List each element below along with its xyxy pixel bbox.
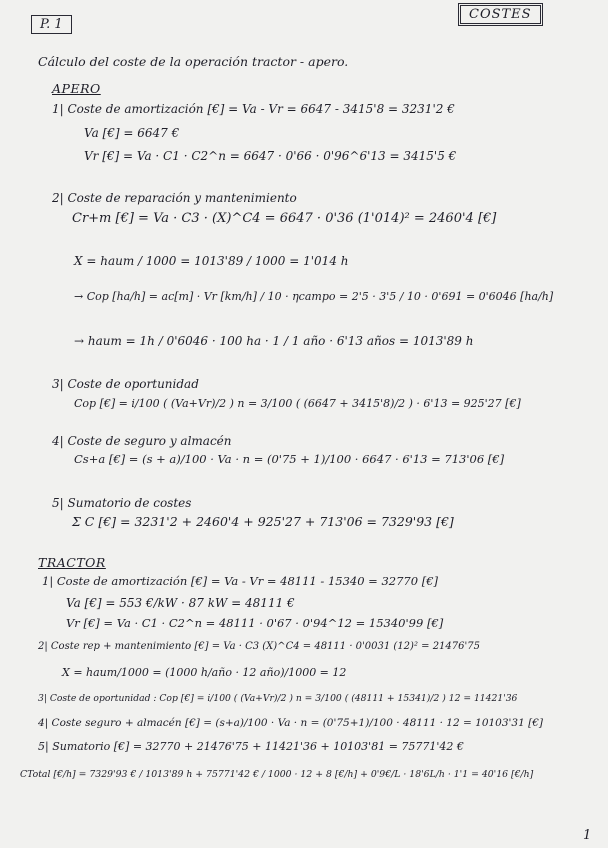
apero-line-3: Vr [€] = Va · C1 · C2^n = 6647 · 0'66 · 0'96^6'13 = 3415'5 € xyxy=(84,149,457,163)
tractor-line-1: 1| Coste de amortización [€] = Va - Vr = 48111 - 15340 = 32770 [€] xyxy=(42,574,439,588)
apero-line-12: Cs+a [€] = (s + a)/100 · Va · n = (0'75 + 1)/100 · 6647 · 6'13 = 713'06 [€] xyxy=(74,452,505,466)
tractor-line-7: 4| Coste seguro + almacén [€] = (s+a)/100 · Va · n = (0'75+1)/100 · 48111 · 12 = 10103'31 [€] xyxy=(38,717,544,729)
page-number: 1 xyxy=(583,828,592,843)
tractor-line-5: X = haum/1000 = (1000 h/año · 12 año)/1000 = 12 xyxy=(62,666,347,679)
tractor-line-2: Va [€] = 553 €/kW · 87 kW = 48111 € xyxy=(66,596,295,610)
apero-line-13: 5| Sumatorio de costes xyxy=(52,496,192,510)
apero-line-4: 2| Coste de reparación y mantenimiento xyxy=(52,191,297,205)
costes-tag-box xyxy=(458,3,543,26)
subtitle: Cálculo del coste de la operación tractor - apero. xyxy=(38,54,349,69)
apero-line-10: Cop [€] = i/100 ( (Va+Vr)/2 ) n = 3/100 ( (6647 + 3415'8)/2 ) · 6'13 = 925'27 [€] xyxy=(74,397,521,410)
tractor-title: TRACTOR xyxy=(38,555,106,570)
apero-title: APERO xyxy=(52,81,101,96)
apero-line-6: X = haum / 1000 = 1013'89 / 1000 = 1'014 h xyxy=(74,254,349,268)
apero-line-8: → haum = 1h / 0'6046 · 100 ha · 1 / 1 año · 6'13 años = 1013'89 h xyxy=(74,334,474,348)
apero-line-9: 3| Coste de oportunidad xyxy=(52,377,199,391)
tractor-line-6: 3| Coste de oportunidad : Cop [€] = i/100 ( (Va+Vr)/2 ) n = 3/100 ( (48111 + 15341)/2 ) 12 = 11421'36 xyxy=(38,693,518,704)
page-label: P. 1 xyxy=(40,17,63,32)
tractor-line-9: CTotal [€/h] = 7329'93 € / 1013'89 h + 75771'42 € / 1000 · 12 + 8 [€/h] + 0'9€/L · 18'6L/h · 1'1 = 40'16 [€/h] xyxy=(20,769,534,780)
tractor-line-3: Vr [€] = Va · C1 · C2^n = 48111 · 0'67 · 0'94^12 = 15340'99 [€] xyxy=(66,616,444,630)
apero-line-11: 4| Coste de seguro y almacén xyxy=(52,434,232,448)
tractor-line-8: 5| Sumatorio [€] = 32770 + 21476'75 + 11421'36 + 10103'81 = 75771'42 € xyxy=(38,740,464,753)
page-label-box xyxy=(31,15,72,34)
apero-line-14: Σ C [€] = 3231'2 + 2460'4 + 925'27 + 713'06 = 7329'93 [€] xyxy=(72,514,454,529)
apero-line-2: Va [€] = 6647 € xyxy=(84,126,180,140)
tractor-line-4: 2| Coste rep + mantenimiento [€] = Va · C3 (X)^C4 = 48111 · 0'0031 (12)² = 21476'75 xyxy=(38,641,480,652)
apero-line-7: → Cop [ha/h] = ac[m] · Vr [km/h] / 10 · ηcampo = 2'5 · 3'5 / 10 · 0'691 = 0'6046 [ha/h] xyxy=(74,290,554,303)
apero-line-5: Cr+m [€] = Va · C3 · (X)^C4 = 6647 · 0'36 (1'014)² = 2460'4 [€] xyxy=(72,211,497,226)
apero-line-1: 1| Coste de amortización [€] = Va - Vr = 6647 - 3415'8 = 3231'2 € xyxy=(52,102,455,116)
costes-tag: COSTES xyxy=(469,7,532,22)
